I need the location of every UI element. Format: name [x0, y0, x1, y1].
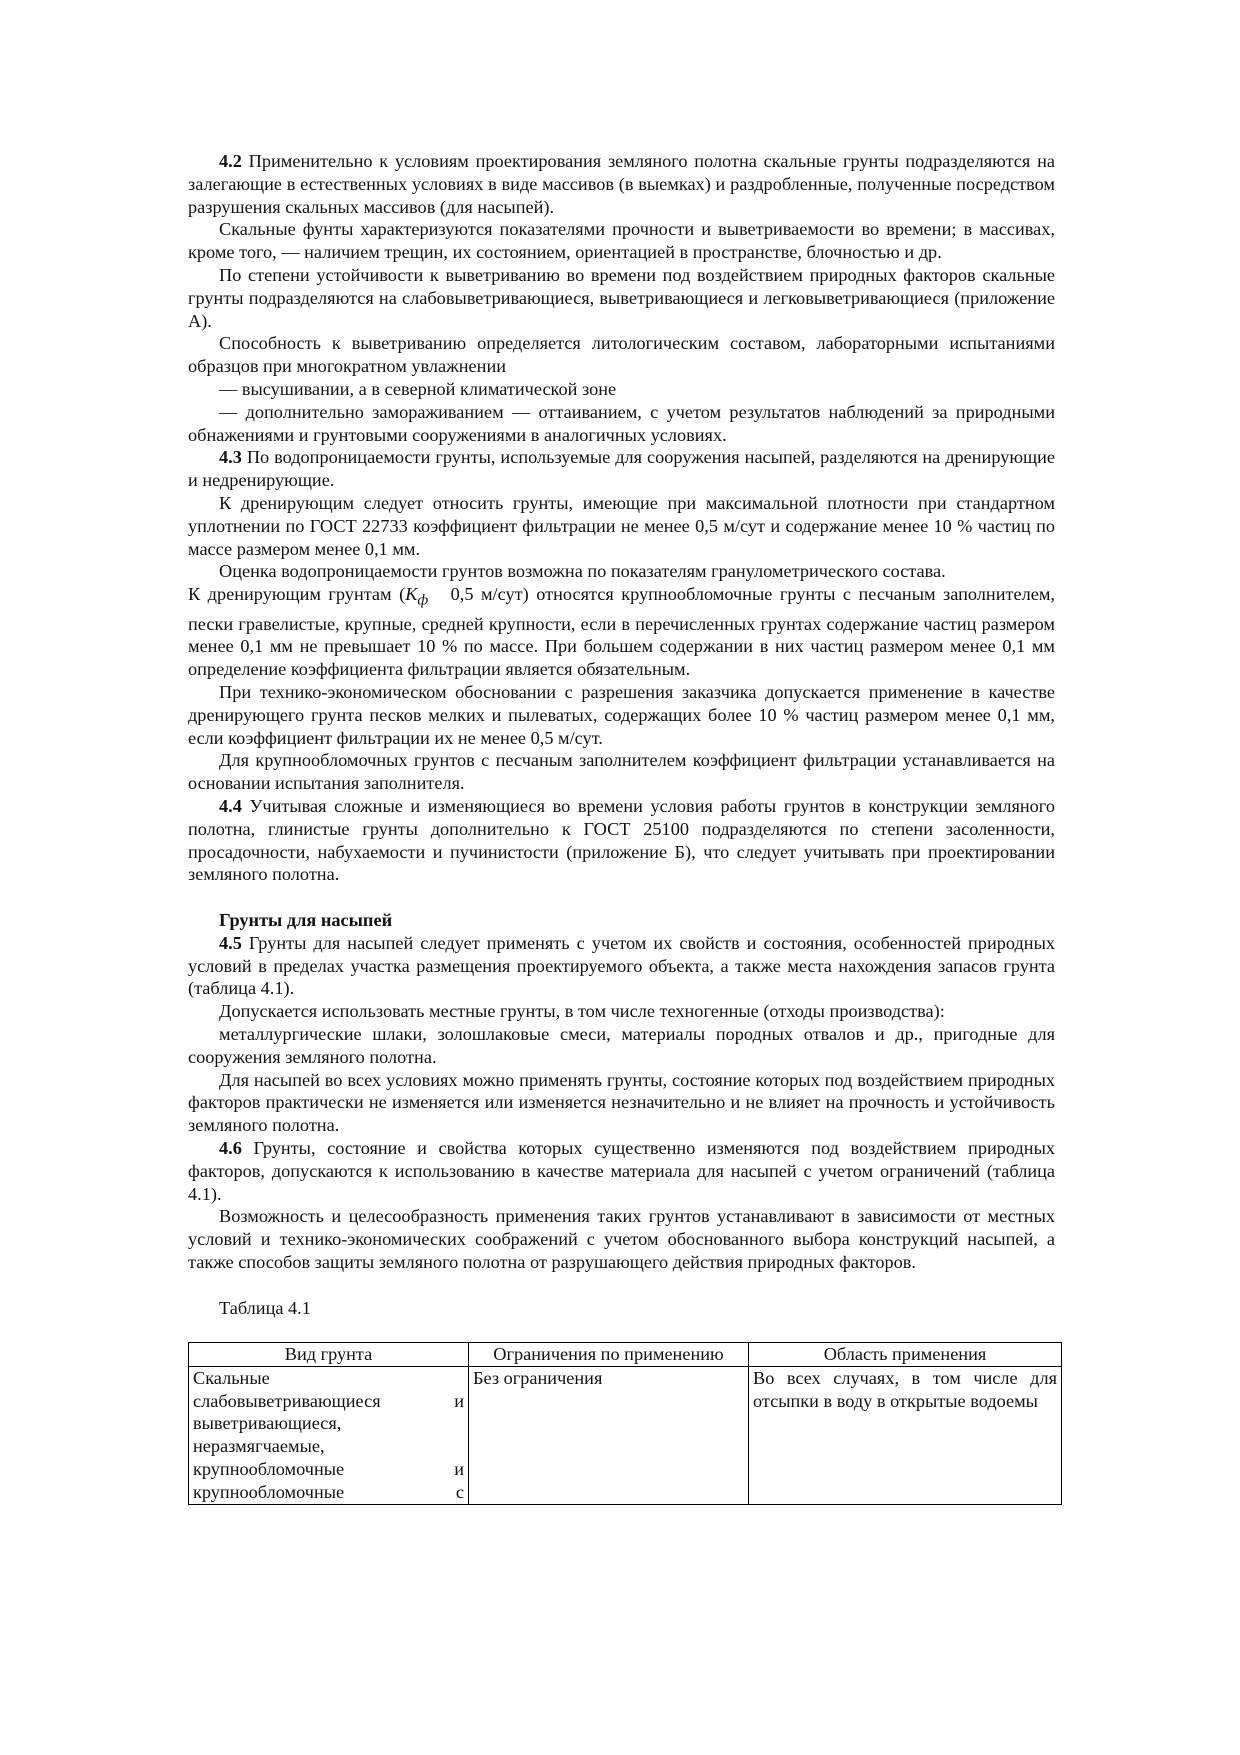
paragraph: [188, 1069, 1055, 1137]
cell-line-text: крупнообломочные: [193, 1459, 345, 1480]
text-span: К дренирующим следует относить грунты, имеющие при максимальной плотности при стандартном уплотнении по ГОСТ 22733 коэффициент фильтрации не менее 0,5 м/сут и содержание менее 10 % частиц по массе размером менее 0,1 мм.: [188, 492, 1055, 559]
text-span: Для насыпей во всех условиях можно применять грунты, состояние которых под воздействием природных факторов практически не изменяется или изменяется незначительно и не влияет на прочность и устойчивость земляного полотна.: [188, 1069, 1055, 1136]
cell-line-text: выветривающиеся,: [193, 1413, 342, 1434]
section-4-5-to-4-6: [188, 932, 1055, 1274]
text-span: Грунты, состояние и свойства которых существенно изменяются под воздействием природных факторов, допускаются к использованию в качестве материала для насыпей с учетом ограничений (таблица 4.1).: [188, 1137, 1055, 1204]
text-span: Оценка водопроницаемости грунтов возможна по показателям гранулометрического состава.: [219, 561, 946, 582]
paragraph: [188, 1137, 1055, 1205]
text-span: К дренирующим грунтам (: [188, 584, 406, 605]
header-soil-type: Вид грунта: [189, 1343, 469, 1367]
paragraph: [188, 1205, 1055, 1273]
section-4-2-to-4-4: [188, 150, 1060, 886]
text-span: Возможность и целесообразность применения таких грунтов устанавливают в зависимости от местных условий и технико-экономических соображений с учетом обоснованного выбора конструкций насыпей, а также способов защиты земляного полотна от разрушающего действия природных факторов.: [188, 1206, 1055, 1272]
text-span: Учитывая сложные и изменяющиеся во времени условия работы грунтов в конструкции земляного полотна, глинистые грунты дополнительно к ГОСТ 25100 подразделяются по степени засоленности, просадочности, набухаемости и пучинистости (приложение Б), что следует учитывать при проектировании земляного полотна.: [188, 795, 1055, 885]
paragraph: [188, 795, 1055, 886]
paragraph: [188, 150, 1055, 218]
text-span: Скальные фунты характеризуются показателями прочности и выветриваемости во времени; в массивах, кроме того, — наличием трещин, их состоянием, ориентацией в пространстве, блочностью и др.: [188, 219, 1055, 263]
clause-number: 4.3: [219, 447, 242, 468]
text-span: Способность к выветриванию определяется литологическим составом, лабораторными испытаниями образцов при многократном увлажнении: [188, 333, 1055, 377]
clause-number: 4.2: [219, 151, 242, 171]
cell-line: [193, 1435, 464, 1458]
soil-table: [188, 1342, 1062, 1505]
text-span: Грунты для насыпей следует применять с учетом их свойств и состояния, особенностей природных условий в пределах участка размещения проектируемого объекта, а также места нахождения запасов грунта (таблица 4.1).: [188, 932, 1055, 999]
text-span: Для крупнообломочных грунтов с песчаным заполнителем коэффициент фильтрации устанавливается на основании испытания заполнителя.: [188, 750, 1055, 794]
paragraph: [188, 446, 1055, 492]
cell-soil-type: [189, 1366, 469, 1504]
cell-line: [193, 1367, 464, 1390]
table-caption: Таблица 4.1: [219, 1297, 311, 1318]
text-span: — высушивании, а в северной климатической зоне: [219, 378, 617, 399]
table-row: [189, 1366, 1062, 1504]
paragraph: [188, 401, 1055, 447]
cell-line: [193, 1458, 464, 1481]
cell-line: [193, 1390, 464, 1413]
paragraph: [188, 332, 1055, 378]
header-application-area: Область применения: [749, 1343, 1062, 1367]
text-span: Допускается использовать местные грунты, в том числе техногенные (отходы производства):: [219, 1001, 945, 1022]
paragraph: [188, 492, 1055, 560]
cell-line-text: слабовыветривающиеся: [193, 1390, 381, 1411]
cell-line-text: Скальные: [193, 1367, 270, 1388]
text-span: По водопроницаемости грунты, используемые для сооружения насыпей, разделяются на дренирующие и недренирующие.: [188, 447, 1055, 491]
paragraph: [188, 1023, 1055, 1069]
clause-number: 4.6: [219, 1137, 242, 1158]
clause-number: 4.4: [219, 795, 242, 816]
clause-number: 4.5: [219, 932, 242, 953]
paragraph: [188, 264, 1055, 332]
cell-restrictions: Без ограничения: [469, 1366, 749, 1504]
k-symbol: K: [405, 584, 418, 605]
paragraph: [188, 749, 1055, 795]
document-page: [188, 150, 1060, 1505]
cell-line-text: крупнообломочные: [193, 1481, 345, 1502]
text-span: металлургические шлаки, золошлаковые смеси, материалы породных отвалов и др., пригодные для сооружения земляного полотна.: [188, 1023, 1055, 1067]
cell-application-area: Во всех случаях, в том числе для отсыпки в воду в открытые водоемы: [749, 1366, 1062, 1504]
k-subscript: ф: [417, 591, 429, 609]
paragraph: [188, 583, 1060, 681]
paragraph: [188, 378, 1055, 401]
paragraph: [188, 1000, 1055, 1023]
paragraph: [188, 218, 1055, 264]
text-span: Применительно к условиям проектирования земляного полотна скальные грунты подразделяются на залегающие в естественных условиях в виде массивов (в выемках) и раздробленные, полученные посредством разрушения скальных массивов (для насыпей).: [188, 151, 1055, 217]
cell-line-text: неразмягчаемые,: [193, 1436, 325, 1457]
text-span: 0,5 м/сут) относятся крупнообломочные грунты с песчаным заполнителем, пески гравелистые, крупные, средней крупности, если в перечисленных грунтах содержание частиц размером менее 0,1 мм не превышает 10 % по массе. При большем содержании в них частиц размером менее 0,1 мм определение коэффициента фильтрации является обязательным.: [188, 584, 1060, 680]
table-header-row: [189, 1343, 1062, 1367]
paragraph: [188, 681, 1055, 749]
heading-embankment-soils: Грунты для насыпей: [219, 909, 393, 930]
text-span: При технико-экономическом обосновании с разрешения заказчика допускается применение в качестве дренирующего грунта песков мелких и пылеватых, содержащих более 10 % частиц размером менее 0,1 мм, если коэффициент фильтрации их не менее 0,5 м/сут.: [188, 681, 1055, 748]
paragraph: [188, 932, 1055, 1000]
cell-line-end: и: [454, 1459, 464, 1480]
text-span: — дополнительно замораживанием — оттаиванием, с учетом результатов наблюдений за природными обнажениями и грунтовыми сооружениями в аналогичных условиях.: [188, 401, 1055, 445]
cell-line-end: с: [455, 1481, 464, 1502]
header-restrictions: Ограничения по применению: [469, 1343, 749, 1367]
cell-line: [193, 1481, 464, 1504]
text-span: По степени устойчивости к выветриванию во времени под воздействием природных факторов скальные грунты подразделяются на слабовыветривающиеся, выветривающиеся и легковыветривающиеся (приложение А).: [188, 264, 1055, 331]
paragraph: [188, 560, 1055, 583]
cell-line: [193, 1412, 464, 1435]
cell-line-end: и: [454, 1390, 464, 1411]
